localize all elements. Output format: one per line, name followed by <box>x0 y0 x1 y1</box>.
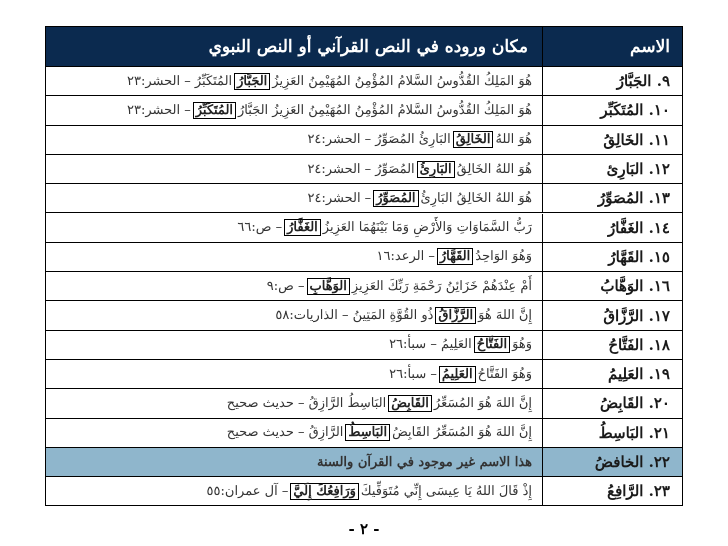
source-reference: البَاسِطُ الرَّازِقُ – حديث صحيح <box>226 395 387 411</box>
table-row <box>46 448 682 477</box>
name-cell: ٢٣. الرَّافِعُ <box>542 477 682 505</box>
table-row <box>46 272 682 301</box>
source-reference: – ص:٩ <box>266 278 305 294</box>
source-cell <box>46 155 542 183</box>
source-reference: البَارِئُ المُصَوِّرُ – الحشر:٢٤ <box>307 132 451 148</box>
highlighted-name: البَارِئُ <box>417 161 455 178</box>
source-text-before: رَبُّ السَّمَاوَاتِ وَالأَرْضِ وَمَا بَيْنَهُمَا العَزِيزُ <box>322 220 532 236</box>
table-row <box>46 331 682 360</box>
highlighted-name: وَرَافِعُكَ إِلَيَّ <box>290 483 359 500</box>
highlighted-name: الفَتَّاحُ <box>474 336 510 353</box>
source-cell <box>46 184 542 212</box>
source-cell <box>46 301 542 329</box>
name-cell: ١٧. الرَّزَّاقُ <box>542 301 682 329</box>
highlighted-name: الوَهَّابِ <box>307 278 350 295</box>
source-reference: العَلِيمُ – سبأ:٢٦ <box>389 337 472 353</box>
table-row <box>46 477 682 506</box>
source-text-before: إِنَّ اللهَ هُوَ المُسَعِّرُ القَابِضُ <box>392 425 532 441</box>
name-cell: ١٢. البَارِئ <box>542 155 682 183</box>
name-cell: ٢٢. الخافضُ <box>542 448 682 476</box>
source-reference: المُتَكَبِّرُ – الحشر:٢٣ <box>127 73 233 89</box>
source-cell <box>46 389 542 417</box>
source-text-before: هُوَ اللهُ <box>495 132 532 148</box>
source-reference: – الحشر:٢٤ <box>307 190 372 206</box>
table-row <box>46 419 682 448</box>
name-cell: ٩. الجَبَّارُ <box>542 67 682 95</box>
source-reference: – ص:٦٦ <box>237 220 283 236</box>
table-header <box>46 27 682 67</box>
highlighted-name: المُصَوِّرُ <box>373 190 418 207</box>
highlighted-name: الخَالِقُ <box>453 131 494 148</box>
source-cell <box>46 96 542 124</box>
source-reference: – الرعد:١٦ <box>376 249 435 265</box>
name-cell: ١٠. المُتَكَبِّر <box>542 96 682 124</box>
source-text-before: هُوَ اللهُ الخَالِقُ <box>456 161 532 177</box>
source-cell <box>46 448 542 476</box>
name-cell: ٢٠. القَابِضُ <box>542 389 682 417</box>
table-row <box>46 126 682 155</box>
source-cell <box>46 477 542 505</box>
source-reference: ذُو القُوَّةِ المَتِينُ – الذاريات:٥٨ <box>275 308 434 324</box>
table-row <box>46 155 682 184</box>
page-number: - ٢ - <box>348 520 380 538</box>
highlighted-name: البَاسِطُ <box>345 424 390 441</box>
highlighted-name: الغَفَّارُ <box>284 219 321 236</box>
source-reference: – الحشر:٢٣ <box>127 102 191 118</box>
names-table <box>45 26 683 506</box>
source-text-before: أَمْ عِنْدَهُمْ خَزَائِنُ رَحْمَةِ رَبِّكَ العَزِيزِ <box>351 278 532 294</box>
source-text-before: هُوَ اللهُ الخَالِقُ البَارِئُ <box>420 190 532 206</box>
source-text-before: إِنَّ اللهَ هُوَ <box>478 308 532 324</box>
table-row <box>46 360 682 389</box>
source-text-before: هُوَ المَلِكُ القُدُّوسُ السَّلامُ المُؤْمِنُ المُهَيْمِنُ العَزِيزُ الجَبَّارُ <box>238 102 532 118</box>
source-text-before: إِنَّ اللهَ هُوَ المُسَعِّرُ <box>433 395 532 411</box>
source-cell <box>46 272 542 300</box>
table-row <box>46 301 682 330</box>
table-row <box>46 214 682 243</box>
name-cell: ١١. الخَالِقُ <box>542 126 682 154</box>
source-cell <box>46 419 542 447</box>
name-cell: ١٩. العَلِيمُ <box>542 360 682 388</box>
source-cell <box>46 360 542 388</box>
name-cell: ١٥. القَهَّارُ <box>542 243 682 271</box>
highlighted-name: المُتَكَبِّرُ <box>193 102 236 119</box>
table-row <box>46 389 682 418</box>
source-cell <box>46 214 542 242</box>
name-cell: ٢١. البَاسِطُ <box>542 419 682 447</box>
highlighted-name: الجَبَّارُ <box>234 73 270 90</box>
source-text-before: إِذْ قَالَ اللهُ يَا عِيسَى إِنِّي مُتَوَفِّيكَ <box>360 483 532 499</box>
source-cell <box>46 331 542 359</box>
name-cell: ١٤. الغَفَّارُ <box>542 214 682 242</box>
header-name-col: الاسم <box>542 27 682 66</box>
source-reference: – سبأ:٢٦ <box>389 366 437 382</box>
source-text-before: هذا الاسم غير موجود في القرآن والسنة <box>316 454 532 470</box>
source-reference: – آل عمران:٥٥ <box>206 483 289 499</box>
table-row <box>46 243 682 272</box>
source-cell <box>46 126 542 154</box>
highlighted-name: الرَّزَّاقُ <box>435 307 476 324</box>
source-cell <box>46 243 542 271</box>
name-cell: ١٨. الفَتَّاحُ <box>542 331 682 359</box>
source-text-before: وَهُوَ <box>512 337 532 353</box>
name-cell: ١٣. المُصَوِّرُ <box>542 184 682 212</box>
source-text-before: هُوَ المَلِكُ القُدُّوسُ السَّلامُ المُؤْمِنُ المُهَيْمِنُ العَزِيزُ <box>272 73 532 89</box>
source-text-before: وَهُوَ الوَاحِدُ <box>475 249 532 265</box>
table-row <box>46 67 682 96</box>
source-text-before: وَهُوَ الفَتَّاحُ <box>477 366 532 382</box>
source-cell <box>46 67 542 95</box>
highlighted-name: القَهَّارُ <box>437 248 473 265</box>
table-row <box>46 96 682 125</box>
highlighted-name: القَابِضُ <box>388 395 432 412</box>
name-cell: ١٦. الوَهَّابُ <box>542 272 682 300</box>
source-reference: المُصَوِّرُ – الحشر:٢٤ <box>307 161 415 177</box>
table-row <box>46 184 682 213</box>
header-source-col: مكان وروده في النص القرآني أو النص النبوي <box>208 36 528 57</box>
source-reference: الرَّازِقُ – حديث صحيح <box>226 425 344 441</box>
highlighted-name: العَلِيمُ <box>439 366 476 383</box>
